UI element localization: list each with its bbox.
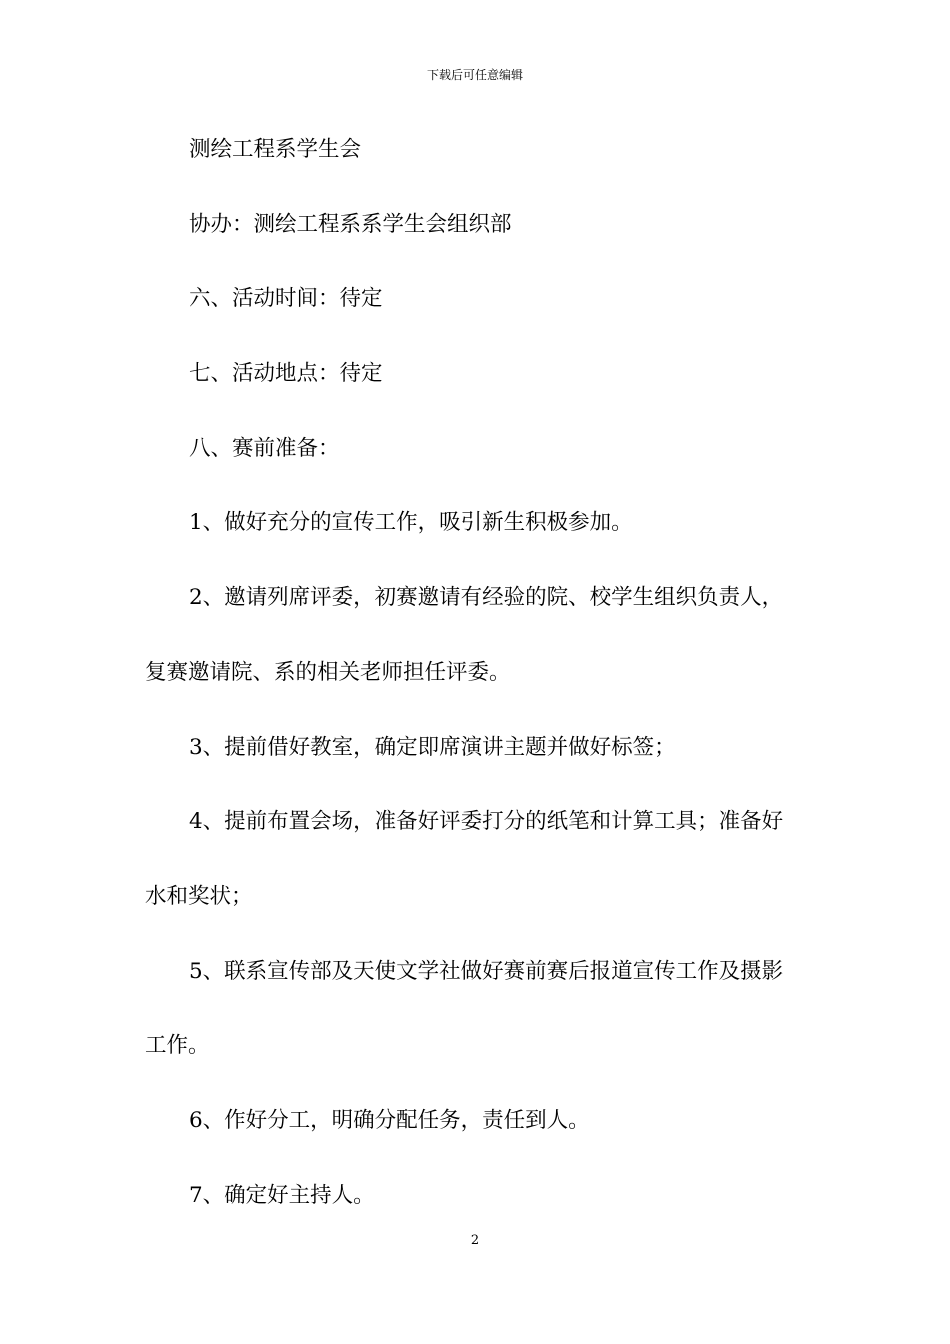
text-line-co-organizer: 协办：测绘工程系系学生会组织部 (189, 211, 512, 237)
list-item-1: 1、做好充分的宣传工作，吸引新生积极参加。 (189, 510, 633, 536)
list-item-5: 5、联系宣传部及天使文学社做好赛前赛后报道宣传工作及摄影 (189, 958, 784, 984)
text-line-organizer: 测绘工程系学生会 (189, 137, 362, 162)
list-item-4-continued: 水和奖状； (145, 883, 253, 909)
list-item-2-continued: 复赛邀请院、系的相关老师担任评委。 (145, 659, 511, 685)
list-item-2: 2、邀请列席评委，初赛邀请有经验的院、校学生组织负责人， (189, 585, 784, 611)
list-item-5-continued: 工作。 (145, 1033, 210, 1059)
page-number: 2 (470, 1233, 480, 1248)
list-item-4: 4、提前布置会场，准备好评委打分的纸笔和计算工具；准备好 (189, 809, 784, 835)
document-body (145, 130, 810, 1250)
page-header: 下载后可任意编辑 (426, 68, 523, 82)
section-heading-preparation: 八、赛前准备： (189, 435, 340, 461)
list-item-3: 3、提前借好教室，确定即席演讲主题并做好标签； (189, 734, 676, 760)
list-item-6: 6、作好分工，明确分配任务，责任到人。 (189, 1107, 590, 1133)
text-line-activity-location: 七、活动地点：待定 (189, 361, 383, 387)
list-item-7: 7、确定好主持人。 (189, 1182, 375, 1208)
text-line-activity-time: 六、活动时间：待定 (189, 286, 383, 312)
